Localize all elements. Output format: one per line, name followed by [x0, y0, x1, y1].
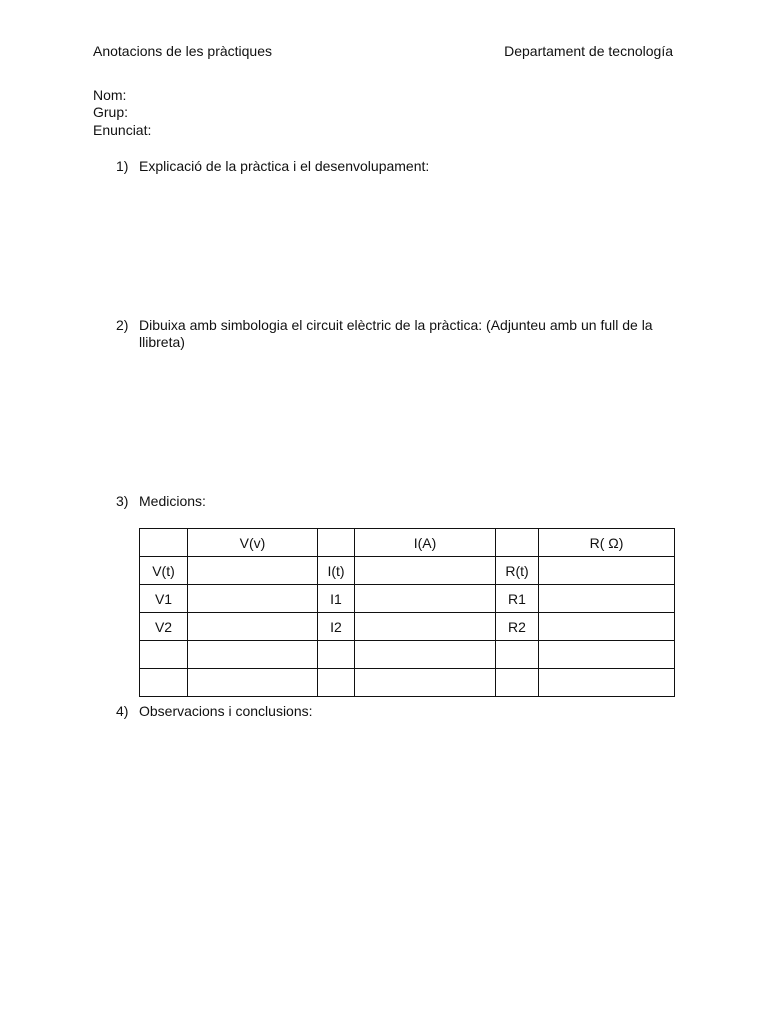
table-header-cell: [496, 529, 539, 557]
table-cell-input[interactable]: [539, 669, 675, 697]
table-cell-input[interactable]: [188, 669, 318, 697]
table-header-cell: R( Ω): [539, 529, 675, 557]
table-cell-input[interactable]: [355, 641, 496, 669]
question-1-text: Explicació de la pràctica i el desenvolupament:: [139, 158, 430, 174]
table-cell-input[interactable]: [188, 557, 318, 585]
table-row: [140, 585, 675, 613]
table-cell-input[interactable]: [318, 641, 355, 669]
table-row: [140, 557, 675, 585]
table-row: [140, 669, 675, 697]
table-cell-input[interactable]: [539, 585, 675, 613]
table-cell: I2: [318, 613, 355, 641]
table-cell-input[interactable]: [188, 641, 318, 669]
question-1-number: 1): [116, 158, 129, 174]
table-cell: V2: [140, 613, 188, 641]
table-cell-input[interactable]: [188, 585, 318, 613]
table-row: [140, 613, 675, 641]
table-cell-input[interactable]: [355, 585, 496, 613]
table-cell: R1: [496, 585, 539, 613]
table-cell-input[interactable]: [496, 669, 539, 697]
table-cell-input[interactable]: [539, 557, 675, 585]
table-header-cell: [140, 529, 188, 557]
question-3-number: 3): [116, 493, 129, 509]
table-header-row: [140, 529, 675, 557]
table-cell-input[interactable]: [318, 669, 355, 697]
header-left-title: Anotacions de les pràctiques: [93, 43, 272, 59]
header-right-department: Departament de tecnología: [504, 43, 673, 59]
table-cell-input[interactable]: [140, 669, 188, 697]
table-header-cell: I(A): [355, 529, 496, 557]
table-cell-input[interactable]: [355, 557, 496, 585]
statement-label: Enunciat:: [93, 122, 152, 138]
table-cell: I(t): [318, 557, 355, 585]
table-cell-input[interactable]: [496, 641, 539, 669]
table-cell-input[interactable]: [539, 641, 675, 669]
question-4-number: 4): [116, 703, 129, 719]
name-label: Nom:: [93, 87, 127, 103]
question-2-text: Dibuixa amb simbologia el circuit elèctric de la pràctica: (Adjunteu amb un full de la llibreta): [139, 317, 653, 350]
table-row: [140, 641, 675, 669]
table-cell: V1: [140, 585, 188, 613]
question-2-number: 2): [116, 317, 129, 333]
question-4-text: Observacions i conclusions:: [139, 703, 313, 719]
table-cell-input[interactable]: [140, 641, 188, 669]
question-3-text: Medicions:: [139, 493, 206, 509]
table-cell-input[interactable]: [539, 613, 675, 641]
group-label: Grup:: [93, 104, 129, 120]
table-cell: V(t): [140, 557, 188, 585]
table-header-cell: [318, 529, 355, 557]
table-cell: R2: [496, 613, 539, 641]
table-cell-input[interactable]: [355, 669, 496, 697]
table-cell-input[interactable]: [188, 613, 318, 641]
table-cell: I1: [318, 585, 355, 613]
measurements-table: [139, 528, 675, 697]
table-cell: R(t): [496, 557, 539, 585]
table-header-cell: V(v): [188, 529, 318, 557]
table-cell-input[interactable]: [355, 613, 496, 641]
